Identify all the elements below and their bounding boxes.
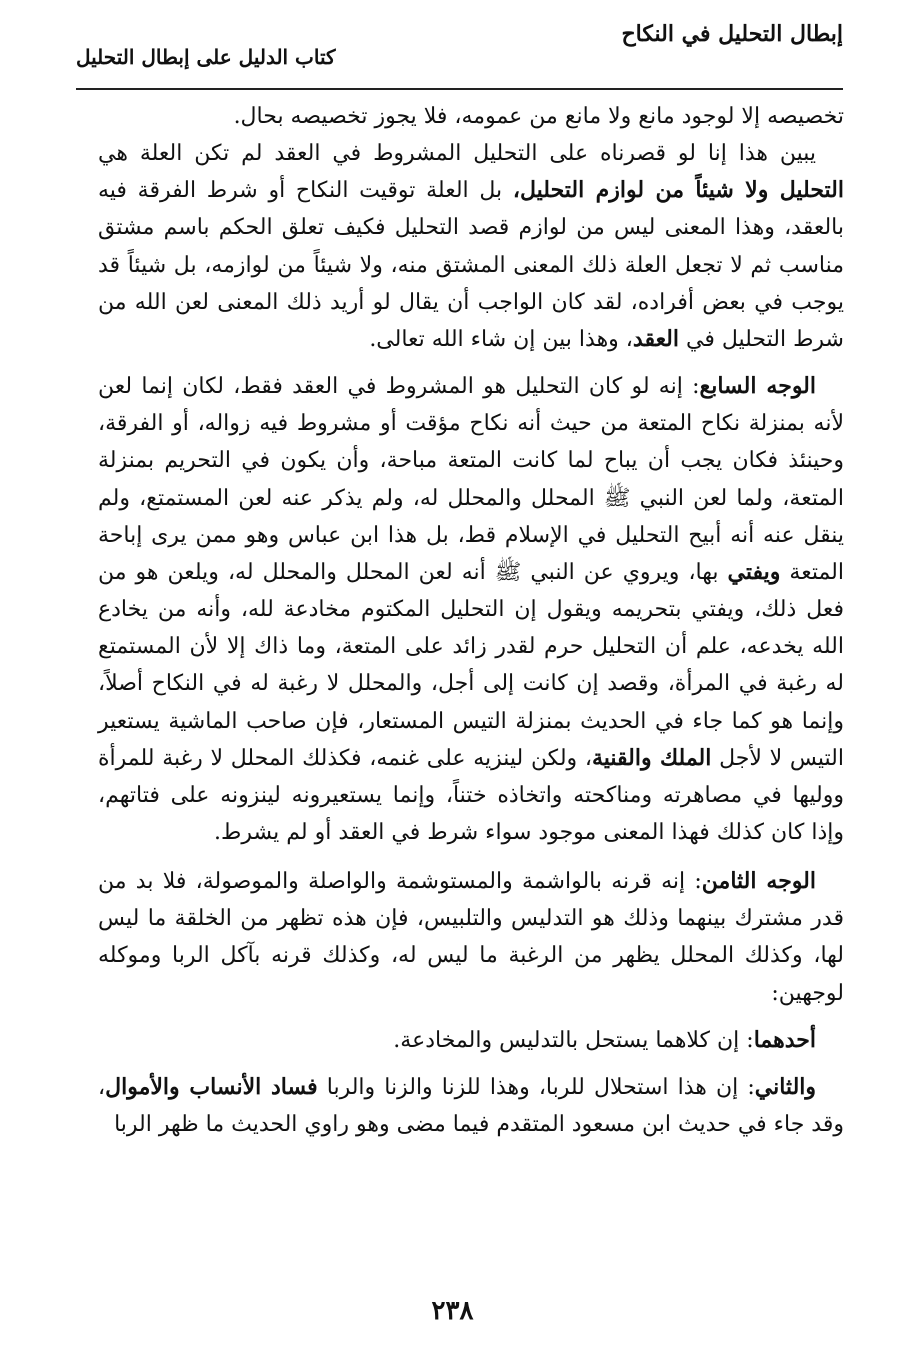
paragraph-explanation-end: ، وهذا بين إن شاء الله تعالى.	[369, 326, 633, 352]
paragraph-gap	[98, 1012, 844, 1022]
seventh-aspect-text: : إنه لو كان التحليل هو المشروط في العقد فقط، لكان إنما لعن لأنه بمنزلة نكاح المتعة من حيث أنه نكاح مؤقت أو مشروط فيه زواله، أو الفرقة، وحينئذ فكان يجب أن يباح لما كانت المتعة مباحة، وأن يكون في التحريم بمنزلة المتعة، ولما لعن النبي ﷺ المحلل والمحلل له، ولم يذكر عنه لعن المستمتع، ولم ينقل عنه أنه أبيح التحليل في الإسلام قط، بل هذا ابن عباس وهو ممن يرى إباحة المتعة	[98, 374, 844, 585]
page-body	[98, 98, 844, 1143]
paragraph-explanation-body: بل العلة توقيت النكاح أو شرط الفرقة فيه بالعقد، وهذا المعنى ليس من لوازم قصد التحليل فكيف تعلق الحكم باسم مشتق مناسب ثم لا تجعل العلة ذلك المعنى المشتق منه، ولا شيئاً من لوازمه، بل شيئاً قد يوجب في بعض أفراده، لقد كان الواجب أن يقال لو أريد ذلك المعنى لعن الله من شرط التحليل في	[98, 178, 845, 352]
paragraph-gap	[98, 851, 844, 863]
first-reason-label: أحدهما	[753, 1026, 816, 1053]
seventh-aspect-text-continued: بها، ويروي عن النبي ﷺ أنه لعن المحلل والمحلل له، ويلعن هو من فعل ذلك، ويفتي بتحريمه ويقول إن التحليل المكتوم مخادعة لله، وأنه من يخادع الله يخدعه، علم أن التحليل حرم لقدر زائد على المتعة، وما ذاك إلا لأن المستمتع له رغبة في المرأة، وقصد إن كانت إلى أجل، والمحلل لا رغبة له في النكاح أصلاً، وإنما هو كما جاء في الحديث بمنزلة التيس المستعار، فإن صاحب الماشية يستعير التيس لا لأجل	[98, 559, 844, 771]
paragraph-gap	[98, 1059, 844, 1069]
second-reason-bold-phrase: فساد الأنساب والأموال	[105, 1073, 318, 1100]
seventh-aspect-paragraph	[98, 368, 844, 851]
first-reason-text: : إن كلاهما يستحل بالتدليس والمخادعة.	[393, 1027, 754, 1053]
second-reason-paragraph	[98, 1069, 844, 1143]
second-reason-text-end: ، وقد جاء في حديث ابن مسعود المتقدم فيما مضى وهو راوي الحديث ما ظهر الربا	[98, 1074, 844, 1138]
book-title: إبطال التحليل في النكاح	[621, 21, 843, 47]
seventh-aspect-text-end: ، ولكن لينزيه على غنمه، فكذلك المحلل لا رغبة للمرأة ووليها في مصاهرته ومناكحته واتخاذه ختناً، وإنما يستعيرونه لينزونه على فتاتهم، وإذا كان كذلك فهذا المعنى موجود سواء شرط في العقد أو لم يشرط.	[98, 745, 844, 845]
second-reason-text: : إن هذا استحلال للربا، وهذا للزنا والزنا والربا	[317, 1074, 755, 1100]
paragraph-explanation-emphasis: العقد	[632, 325, 679, 352]
seventh-aspect-emphasis: ويفتي	[727, 558, 781, 585]
eighth-aspect-text: : إنه قرنه بالواشمة والمستوشمة والواصلة والموصولة، فلا بد من قدر مشترك بينهما وذلك هو التدليس والتلبيس، فإن هذه تظهر من الخلقة ما ليس لها، وكذلك المحلل يظهر من الرغبة ما ليس له، وكذلك قرنه بآكل الربا وموكله لوجهين:	[98, 869, 844, 1006]
chapter-title: كتاب الدليل على إبطال التحليل	[76, 45, 336, 69]
second-reason-label: والثاني	[754, 1073, 817, 1100]
seventh-aspect-label: الوجه السابع	[699, 373, 816, 400]
paragraph-explanation-intro: يبين هذا إنا لو قصرناه على التحليل المشروط في العقد لم تكن العلة هي	[98, 141, 816, 167]
eighth-aspect-paragraph	[98, 863, 844, 1012]
seventh-aspect-bold-phrase: الملك والقنية	[591, 744, 712, 771]
page-number: ٢٣٨	[431, 1296, 474, 1326]
paragraph-continuation: تخصيصه إلا لوجود مانع ولا مانع من عمومه، فلا يجوز تخصيصه بحال.	[233, 104, 844, 129]
paragraph-explanation-bold-phrase: التحليل ولا شيئاً من لوازم التحليل،	[512, 177, 844, 204]
paragraph-explanation	[98, 135, 844, 358]
eighth-aspect-label: الوجه الثامن	[701, 868, 816, 895]
first-reason-paragraph	[98, 1022, 844, 1059]
paragraph-gap	[98, 358, 844, 368]
running-header	[76, 18, 843, 76]
header-divider	[76, 88, 843, 90]
